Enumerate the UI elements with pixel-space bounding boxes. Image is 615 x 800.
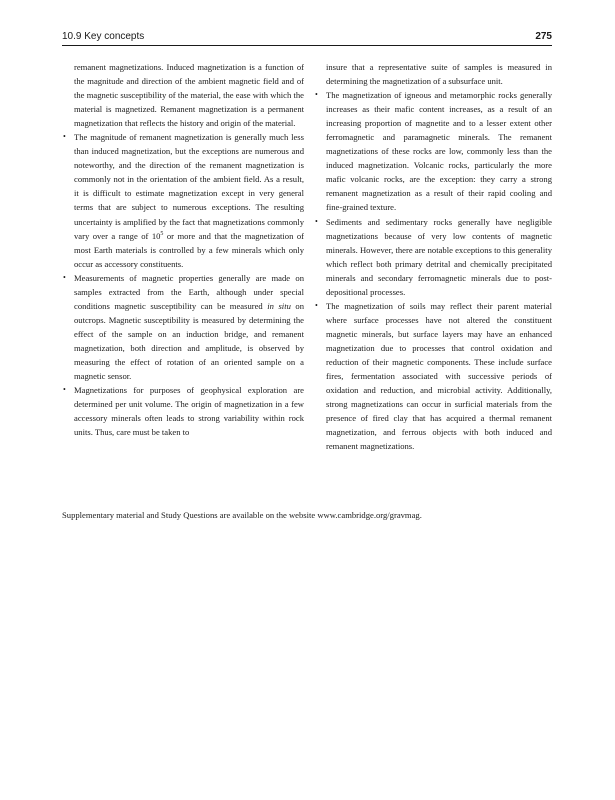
superscript-exponent: 5 — [160, 230, 164, 237]
bullet-icon: • — [315, 216, 318, 226]
bullet-icon: • — [315, 300, 318, 310]
bullet-icon: • — [315, 90, 318, 100]
list-item — [314, 215, 552, 299]
right-bullet-list — [314, 88, 552, 453]
bullet-text: Sediments and sedimentary rocks generally have negligible magnetizations because of very low contents of magnetic minerals. However, there are notable exceptions to this generality which reflect both primary detrital and chemically precipitated minerals and secondary ferromagnetic minerals due to post-depositional processes. — [326, 216, 552, 297]
left-bullet-list — [62, 130, 304, 439]
list-item — [62, 383, 304, 439]
list-item — [314, 88, 552, 214]
bullet-icon: • — [63, 132, 66, 142]
left-continuation-paragraph: remanent magnetizations. Induced magnetization is a function of the magnitude and direction of the ambient magnetic field and of the magnetic susceptibility of the material, the ease with which the material is magnetized. Remanent magnetization is a permanent magnetization that reflects the history and origin of the material. — [74, 62, 304, 129]
right-column — [314, 60, 552, 453]
list-item — [314, 299, 552, 454]
bullet-icon: • — [63, 385, 66, 395]
bullet-text: or more and that the magnetization of most Earth materials is controlled by a few minerals which only occur as accessory constituents. — [74, 230, 304, 269]
bullet-text: The magnetization of soils may reflect their parent material where surface processes have not altered the constituent magnetic minerals, but surface layers may have an enhanced magnetization due to processes that control oxidation and reduction of their magnetic components. These include surface fires, fermentation associated with successive periods of oxidation and reduction, and microbial activity. Additionally, strong magnetizations can occur in surficial materials from the presence of fired clay that has acquired a thermal remanent magnetization, and ferrous objects with both induced and remanent magnetizations. — [326, 300, 552, 452]
list-item — [62, 271, 304, 383]
list-item — [62, 130, 304, 270]
section-title: 10.9 Key concepts — [62, 31, 145, 42]
bullet-icon: • — [63, 272, 66, 282]
left-column — [62, 60, 304, 439]
bullet-text: The magnitude of remanent magnetization is generally much less than induced magnetization, but the exceptions are numerous and noteworthy, and the direction of the remanent magnetization is commonly not in the orientation of the ambient field. As a result, it is difficult to estimate magnetization except in very general terms that are subject to numerous exceptions. The resulting uncertainty is amplified by the fact that magnetizations commonly vary over a range of 10 — [74, 132, 304, 241]
italic-term: in situ — [267, 300, 291, 311]
supplementary-note: Supplementary material and Study Questions are available on the website www.cambridge.org/gravmag. — [62, 509, 422, 520]
running-head — [62, 31, 552, 46]
bullet-text: Measurements of magnetic properties generally are made on samples extracted from the Earth, although under special conditions magnetic susceptibility can be measured — [74, 272, 304, 311]
bullet-text: on outcrops. Magnetic susceptibility is measured by determining the effect of the sample on an induction bridge, and remanent magnetization, both direction and amplitude, is observed by measuring the effect of rotation of an oriented sample on a magnetic sensor. — [74, 300, 304, 382]
bullet-text: The magnetization of igneous and metamorphic rocks generally increases as their mafic content increases, as a result of an increasing proportion of magnetite and to a lesser extent other ferromagnetic and paramagnetic minerals. The remanent magnetizations of these rocks are low, commonly less than the induced magnetization. Volcanic rocks, particularly the more mafic volcanic rocks, are the exception: they carry a strong remanent magnetization as a result of their rapid cooling and fine-grained texture. — [326, 90, 552, 213]
right-continuation-paragraph: insure that a representative suite of samples is measured in determining the magnetization of a subsurface unit. — [326, 62, 552, 87]
bullet-text: Magnetizations for purposes of geophysical exploration are determined per unit volume. The origin of magnetization in a few accessory minerals often leads to strong variability within rock units. Thus, care must be taken to — [74, 385, 304, 438]
page-number: 275 — [535, 31, 552, 42]
